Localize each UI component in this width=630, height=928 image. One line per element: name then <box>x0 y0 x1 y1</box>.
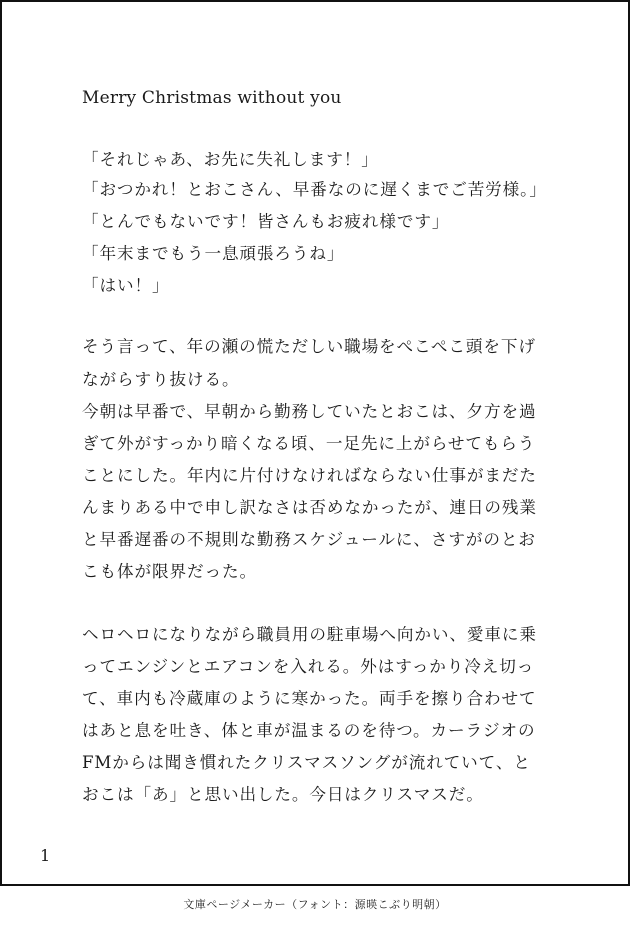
dialogue-line: 「おつかれ！とおこさん、早番なのに遅くまでご苦労様。」 <box>82 180 547 199</box>
text-line: ことにした。年内に片付けなければならない仕事がまだた <box>82 466 537 485</box>
text-line: こも体が限界だった。 <box>82 562 257 581</box>
text-line: ってエンジンとエアコンを入れる。外はすっかり冷え切っ <box>82 657 535 676</box>
text-line: FMからは聞き慣れたクリスマスソングが流れていて、と <box>82 753 531 772</box>
text-line: んまりある中で申し訳なさは否めなかったが、連日の残業 <box>82 498 537 517</box>
footer-credit: 文庫ページメーカー（フォント：源暎こぶり明朝） <box>183 898 447 911</box>
dialogue-line: 「年末までもう一息頑張ろうね」 <box>82 244 345 263</box>
text-line: おこは「あ」と思い出した。今日はクリスマスだ。 <box>82 785 484 804</box>
text-line: そう言って、年の瀬の慌ただしい職場をぺこぺこ頭を下げ <box>82 337 536 356</box>
dialogue-line: 「とんでもないです！皆さんもお疲れ様です」 <box>82 212 450 231</box>
dialogue-line: 「それじゃあ、お先に失礼します！」 <box>82 150 379 169</box>
text-line: はあと息を吐き、体と車が温まるのを待つ。カーラジオの <box>82 721 536 740</box>
text-line: ぎて外がすっかり暗くなる頃、一足先に上がらせてもらう <box>82 434 536 453</box>
text-line: ながらすり抜ける。 <box>82 370 240 389</box>
page-number: 1 <box>40 846 51 865</box>
text-line: と早番遅番の不規則な勤務スケジュールに、さすがのとお <box>82 530 536 549</box>
text-line: て、車内も冷蔵庫のように寒かった。両手を擦り合わせて <box>82 689 537 708</box>
text-line: ヘロヘロになりながら職員用の駐車場へ向かい、愛車に乗 <box>82 625 537 644</box>
text-line: 今朝は早番で、早朝から勤務していたとおこは、夕方を過 <box>82 402 537 421</box>
story-title: Merry Christmas without you <box>82 88 342 108</box>
dialogue-line: 「はい！」 <box>82 276 170 295</box>
